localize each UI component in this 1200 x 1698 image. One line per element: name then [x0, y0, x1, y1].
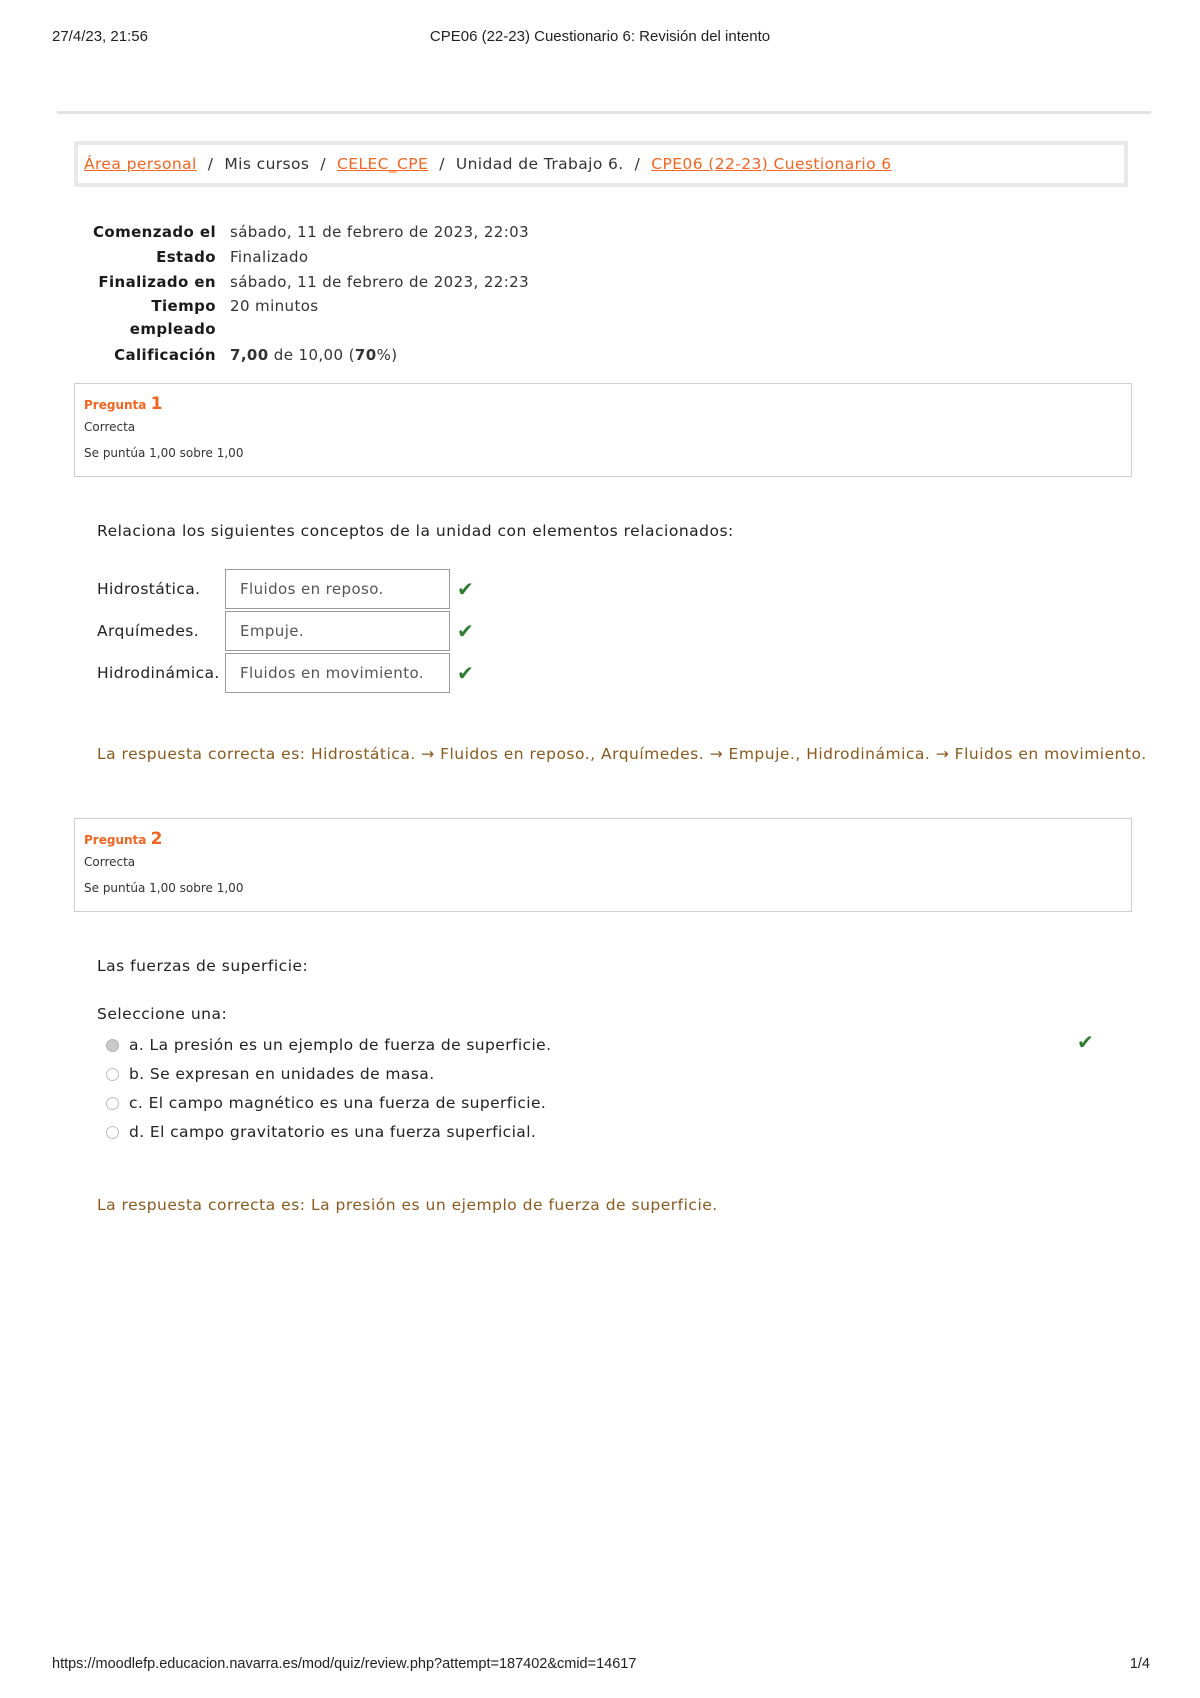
question-number-value: 1: [150, 394, 163, 414]
question-text-1: Relaciona los siguientes conceptos de la unidad con elementos relacionados:: [97, 522, 734, 540]
option-label: a. La presión es un ejemplo de fuerza de superficie.: [129, 1036, 552, 1054]
page-number: 1/4: [1129, 1656, 1150, 1672]
question-state: Correcta: [84, 855, 136, 869]
summary-label: Calificación: [114, 346, 216, 364]
question-info-1: [74, 383, 1132, 477]
check-icon: ✔: [457, 619, 474, 643]
check-icon: ✔: [1077, 1030, 1094, 1054]
match-row: [97, 568, 474, 610]
match-select[interactable]: Fluidos en movimiento.: [225, 653, 450, 693]
print-header: [0, 28, 1200, 48]
option-b[interactable]: [106, 1063, 435, 1085]
option-a[interactable]: [106, 1034, 551, 1056]
radio-button[interactable]: [106, 1126, 119, 1139]
match-label: Arquímedes.: [97, 622, 200, 640]
check-icon: ✔: [457, 577, 474, 601]
question-state: Correcta: [84, 420, 136, 434]
grade-percent: 70: [354, 346, 377, 364]
summary-label: Tiempo empleado: [129, 297, 216, 338]
question-number: [84, 829, 1131, 849]
summary-label: Estado: [156, 248, 216, 266]
right-answer-2: La respuesta correcta es: La presión es un ejemplo de fuerza de superficie.: [97, 1196, 718, 1214]
print-datetime: 27/4/23, 21:56: [52, 28, 148, 45]
breadcrumb: [74, 141, 1128, 187]
attempt-summary: [80, 220, 580, 368]
grade-end: %): [376, 346, 398, 364]
breadcrumb-quiz[interactable]: CPE06 (22-23) Cuestionario 6: [651, 155, 892, 173]
breadcrumb-course[interactable]: CELEC_CPE: [337, 155, 429, 173]
summary-value: [230, 343, 397, 368]
grade-of: de 10,00 (: [273, 346, 355, 364]
summary-label: Comenzado el: [92, 223, 216, 241]
match-select[interactable]: Empuje.: [225, 611, 450, 651]
match-select[interactable]: Fluidos en reposo.: [225, 569, 450, 609]
option-d[interactable]: [106, 1121, 536, 1143]
match-label: Hidrostática.: [97, 580, 201, 598]
match-label: Hidrodinámica.: [97, 664, 220, 682]
print-title: CPE06 (22-23) Cuestionario 6: Revisión del intento: [429, 28, 771, 45]
right-answer-1: La respuesta correcta es: Hidrostática. → Fluidos en reposo., Arquímedes. → Empuje., Hidrodinámica. → Fluidos en movimiento.: [97, 745, 1147, 763]
summary-row-started: [80, 220, 580, 245]
summary-row-state: [80, 245, 580, 270]
breadcrumb-mis-cursos: Mis cursos: [224, 155, 310, 173]
breadcrumb-area-personal[interactable]: Área personal: [84, 155, 197, 173]
question-grade: Se puntúa 1,00 sobre 1,00: [84, 881, 244, 895]
select-one-prompt: Seleccione una:: [97, 1005, 228, 1023]
summary-value: sábado, 11 de febrero de 2023, 22:23: [230, 273, 530, 291]
breadcrumb-separator: /: [320, 155, 327, 173]
summary-value: sábado, 11 de febrero de 2023, 22:03: [230, 223, 530, 241]
breadcrumb-separator: /: [439, 155, 445, 173]
summary-value: 20 minutos: [230, 297, 319, 315]
option-label: b. Se expresan en unidades de masa.: [129, 1065, 435, 1083]
summary-value: Finalizado: [230, 248, 309, 266]
radio-button-selected[interactable]: [106, 1039, 119, 1052]
radio-button[interactable]: [106, 1068, 119, 1081]
breadcrumb-separator: /: [207, 155, 214, 173]
breadcrumb-unit: Unidad de Trabajo 6.: [455, 155, 624, 173]
question-prefix: Pregunta: [84, 398, 147, 412]
check-icon: ✔: [457, 661, 474, 685]
grade-score: 7,00: [230, 346, 269, 364]
summary-row-time: [80, 295, 580, 343]
option-c[interactable]: [106, 1092, 546, 1114]
print-url: https://moodlefp.educacion.navarra.es/mod/quiz/review.php?attempt=187402&cmid=14617: [52, 1656, 637, 1672]
summary-row-grade: [80, 343, 580, 368]
question-grade: Se puntúa 1,00 sobre 1,00: [84, 446, 244, 460]
print-footer: [0, 1656, 1200, 1676]
summary-row-finished: [80, 270, 580, 295]
option-label: d. El campo gravitatorio es una fuerza superficial.: [129, 1123, 537, 1141]
option-label: c. El campo magnético es una fuerza de superficie.: [129, 1094, 547, 1112]
question-info-2: [74, 818, 1132, 912]
question-text-2: Las fuerzas de superficie:: [97, 957, 309, 975]
match-row: [97, 652, 474, 694]
question-prefix: Pregunta: [84, 833, 147, 847]
question-number-value: 2: [150, 829, 163, 849]
breadcrumb-separator: /: [634, 155, 641, 173]
summary-label: Finalizado en: [98, 273, 216, 291]
question-number: [84, 394, 1131, 414]
header-divider: [57, 111, 1151, 114]
radio-button[interactable]: [106, 1097, 119, 1110]
match-row: [97, 610, 474, 652]
